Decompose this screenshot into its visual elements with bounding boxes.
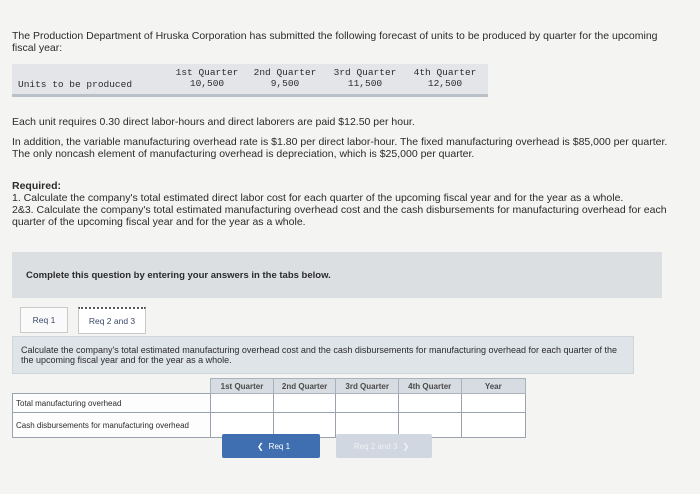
units-row-label: Units to be produced xyxy=(18,79,133,90)
header-q3: 3rd Quarter xyxy=(336,379,399,394)
units-q3-value: 11,500 xyxy=(347,78,383,89)
instruction-box xyxy=(12,336,634,374)
units-q3-label: 3rd Quarter xyxy=(333,67,397,78)
header-year: Year xyxy=(461,379,525,394)
input-cash-disb-year[interactable] xyxy=(461,413,525,438)
tab-req-1[interactable] xyxy=(20,307,68,333)
prev-req-button[interactable] xyxy=(222,434,320,458)
prev-req-label: Req 1 xyxy=(268,441,291,451)
chevron-right-icon: ❯ xyxy=(402,441,410,451)
units-q2-label: 2nd Quarter xyxy=(253,67,317,78)
input-total-overhead-q3[interactable] xyxy=(336,394,399,413)
header-q1: 1st Quarter xyxy=(211,379,274,394)
instruction-text: Calculate the company's total estimated manufacturing overhead cost and the cash disbursements for manufacturing overhead for each quarter of the the upcoming fiscal year and for the year as a whole. xyxy=(21,345,618,365)
input-total-overhead-year[interactable] xyxy=(461,394,525,413)
next-req-label: Req 2 and 3 xyxy=(353,441,398,451)
units-table xyxy=(12,64,488,97)
row-label-cash-disbursements: Cash disbursements for manufacturing overhead xyxy=(13,413,211,438)
units-q4 xyxy=(410,67,480,89)
answer-table xyxy=(12,378,526,438)
labor-paragraph: Each unit requires 0.30 direct labor-hours and direct laborers are paid $12.50 per hour. xyxy=(12,116,415,128)
units-q1-label: 1st Quarter xyxy=(175,67,239,78)
overhead-paragraph: In addition, the variable manufacturing overhead rate is $1.80 per direct labor-hour. The fixed manufacturing overhead is $85,000 per quarter. The only noncash element of manufacturing overhead is depreciation, which is $25,000 per quarter. xyxy=(12,136,668,160)
units-q2 xyxy=(250,67,320,89)
row-label-total-overhead: Total manufacturing overhead xyxy=(13,394,211,413)
units-q4-value: 12,500 xyxy=(427,78,463,89)
chevron-left-icon: ❮ xyxy=(256,441,264,451)
units-q1 xyxy=(172,67,242,89)
next-req-button[interactable] xyxy=(336,434,432,458)
instructions-banner xyxy=(12,252,662,298)
required-item-1: 1. Calculate the company's total estimated direct labor cost for each quarter of the upcoming fiscal year and for the year as a whole. xyxy=(12,192,624,204)
tab-req-1-label: Req 1 xyxy=(32,315,56,325)
units-q4-label: 4th Quarter xyxy=(413,67,477,78)
input-total-overhead-q4[interactable] xyxy=(398,394,461,413)
tab-req-2-and-3[interactable] xyxy=(78,307,146,334)
units-q2-value: 9,500 xyxy=(270,78,300,89)
table-row xyxy=(13,394,526,413)
required-item-2: 2&3. Calculate the company's total estimated manufacturing overhead cost and the cash disbursements for manufacturing overhead for each quarter of the upcoming fiscal year and for the year as a whole. xyxy=(12,204,667,228)
input-total-overhead-q1[interactable] xyxy=(211,394,274,413)
intro-text: The Production Department of Hruska Corporation has submitted the following forecast of units to be produced by quarter for the upcoming fiscal year: xyxy=(12,30,658,54)
tab-req-2-and-3-label: Req 2 and 3 xyxy=(88,316,136,326)
units-q1-value: 10,500 xyxy=(189,78,225,89)
header-q2: 2nd Quarter xyxy=(273,379,336,394)
required-section xyxy=(12,180,672,228)
answer-table-header xyxy=(13,379,526,394)
header-q4: 4th Quarter xyxy=(398,379,461,394)
complete-prompt: Complete this question by entering your answers in the tabs below. xyxy=(26,270,331,281)
input-total-overhead-q2[interactable] xyxy=(273,394,336,413)
required-title: Required: xyxy=(12,180,62,192)
units-q3 xyxy=(330,67,400,89)
